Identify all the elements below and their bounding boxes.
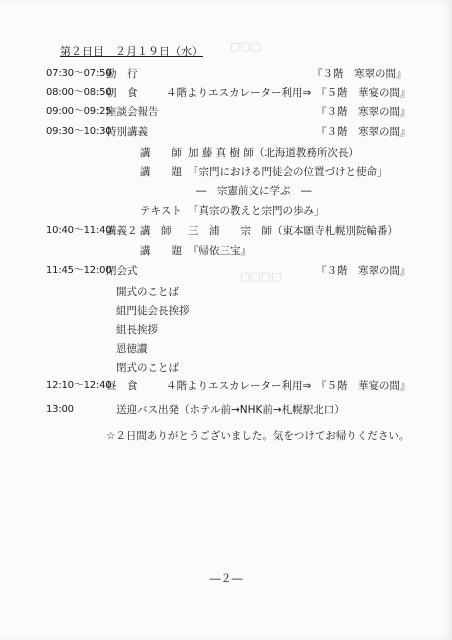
schedule-activity: 講義２ <box>106 225 138 237</box>
topic-text: 「宗門における門徒会の位置づけと使命」 <box>188 166 388 178</box>
schedule-location: 『３階 寒翠の間』 <box>316 106 411 118</box>
bleed-through-mark: ▢▢▢▢ <box>240 270 282 283</box>
page-number: ―２― <box>209 572 243 585</box>
schedule-note: ４階よりエスカレーター利用⇒ <box>166 380 312 392</box>
text-title: 「真宗の教えと宗門の歩み」 <box>188 205 325 217</box>
schedule-activity: 勤 行 <box>106 68 138 80</box>
schedule-location: 『３階 寒翠の間』 <box>316 265 411 277</box>
closing-item-text: 組門徒会長挨拶 <box>116 305 190 317</box>
schedule-location: 『５階 華宴の間』 <box>316 380 411 392</box>
lecturer-label: 講 師 <box>140 225 172 237</box>
topic-text: 『帰依三宝』 <box>188 245 251 257</box>
schedule-time: 12:10〜12:40 <box>46 380 112 391</box>
topic-label: 講 題 <box>140 166 182 178</box>
schedule-time: 07:30〜07:50 <box>46 68 112 79</box>
lecturer-name: 加 藤 真 樹 師（北海道教務所次長） <box>188 147 359 159</box>
schedule-time: 09:30〜10:30 <box>46 126 112 137</box>
schedule-activity: 閉会式 <box>106 265 138 277</box>
schedule-activity: 特別講義 <box>106 126 148 138</box>
lecturer-label: 講 師 <box>140 147 182 159</box>
topic-label: 講 題 <box>140 245 182 257</box>
closing-item-text: 恩徳讃 <box>116 343 148 355</box>
lecturer-name: 三 浦 宗 師（東本願寺札幌別院輪番） <box>188 225 398 237</box>
schedule-activity: 朝 食 <box>106 87 138 99</box>
schedule-activity: 送迎バス出発（ホテル前→NHK前→札幌駅北口） <box>116 404 345 416</box>
page-title: 第２日目 ２月１９日（水） <box>60 45 203 58</box>
closing-message: ☆２日間ありがとうございました。気をつけてお帰りください。 <box>106 430 410 442</box>
schedule-activity: 座談会報告 <box>106 106 159 118</box>
schedule-activity: 昼 食 <box>106 380 138 392</box>
schedule-time: 10:40〜11:40 <box>46 225 112 236</box>
topic-subtitle: ― 宗憲前文に学ぶ ― <box>196 185 312 197</box>
schedule-note: ４階よりエスカレーター利用⇒ <box>166 87 312 99</box>
schedule-time: 13:00 <box>46 404 74 415</box>
schedule-time: 08:00〜08:50 <box>46 87 112 98</box>
closing-item-text: 組長挨拶 <box>116 324 158 336</box>
schedule-location: 『３階 寒翠の間』 <box>316 126 411 138</box>
closing-item-text: 閉式のことば <box>116 362 179 374</box>
closing-item-text: 開式のことば <box>116 286 179 298</box>
schedule-location: 『５階 華宴の間』 <box>316 87 411 99</box>
schedule-time: 11:45〜12:00 <box>46 265 112 276</box>
bleed-through-mark: ▢▢▢ <box>230 40 262 53</box>
text-label: テキスト <box>140 205 182 217</box>
schedule-location: 『３階 寒翠の間』 <box>312 68 407 80</box>
schedule-time: 09:00〜09:25 <box>46 106 112 117</box>
